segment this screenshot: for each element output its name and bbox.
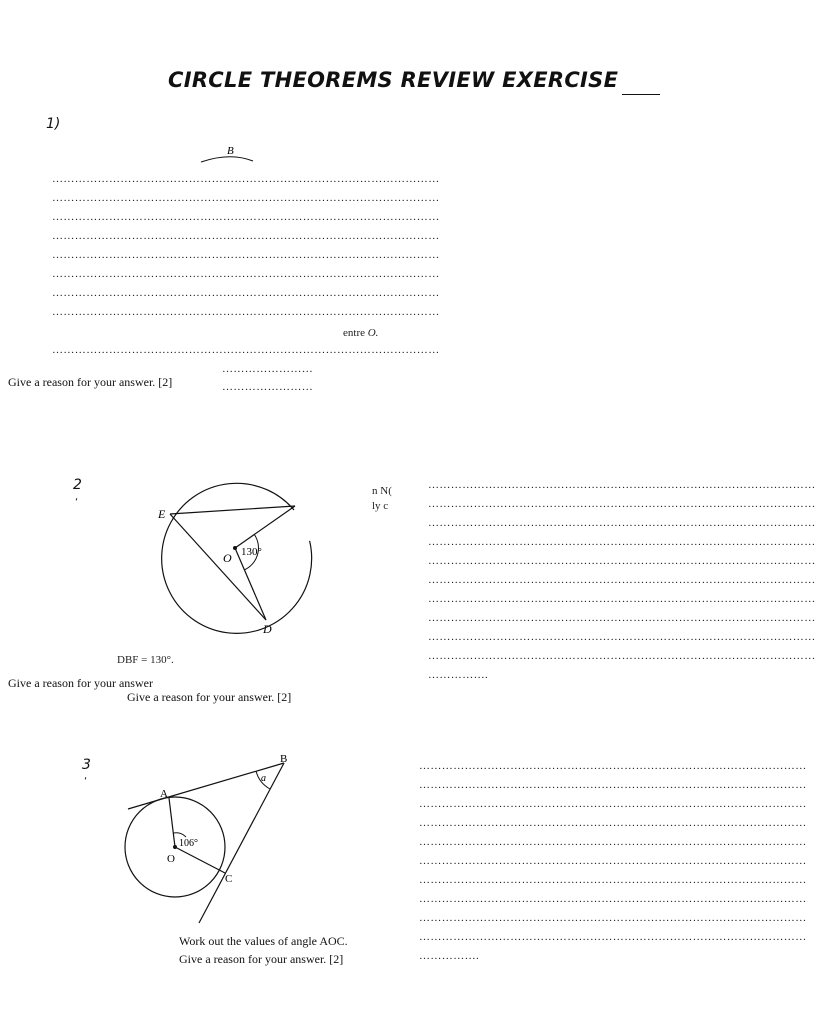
answer-line: …………………………………………………………………………………………	[419, 874, 807, 886]
question-3-tick: ‘	[84, 776, 88, 787]
answer-line: …………………………………………………………………………………………	[428, 650, 816, 662]
answer-line: …………………………………………………………………………………………	[419, 893, 807, 905]
label-d: D	[263, 622, 272, 636]
angle-arc-o	[174, 833, 187, 837]
answer-line: …………………………………………………………………………………………	[52, 306, 440, 318]
question-1-number: 1)	[46, 116, 61, 132]
question-2-tick: ‘	[75, 497, 79, 508]
cut-text-fragment: n N(	[372, 485, 392, 497]
question-1-diagram-fragment	[195, 140, 265, 170]
radius-o-c	[175, 847, 225, 873]
answer-line: …………………………………………………………………………………………	[428, 555, 816, 567]
answer-line: …………………………………………………………………………………………	[419, 779, 807, 791]
answer-line: …………………………………………………………………………………………	[419, 760, 807, 772]
radius-to-top	[235, 506, 295, 548]
cut-text-fragment: DBF = 130°.	[117, 654, 174, 666]
answer-line: …………………………………………………………………………………………	[428, 593, 816, 605]
answer-line-tail: …………….	[419, 950, 480, 962]
answer-line: …………………………………………………………………………………………	[419, 912, 807, 924]
cut-text-fragment: ly c	[372, 500, 389, 512]
answer-line: …………………………………………………………………………………………	[52, 268, 440, 280]
answer-line: …………………………………………………………………………………………	[52, 173, 440, 185]
question-3-tangent-diagram	[120, 745, 310, 925]
question-2-reason: Give a reason for your answer. [2]	[127, 690, 292, 704]
tangent-line-a	[128, 763, 284, 809]
radius-o-a	[169, 798, 175, 847]
label-e: E	[158, 507, 166, 521]
label-alpha: a	[261, 773, 266, 784]
answer-line: …………………………………………………………………………………………	[52, 192, 440, 204]
question-2-reason-cut: Give a reason for your answer	[8, 676, 153, 690]
centre-point	[233, 546, 237, 550]
tangent-line-c	[199, 763, 284, 923]
question-3-number: 3	[82, 757, 91, 773]
answer-line: …………………………………………………………………………………………	[428, 612, 816, 624]
answer-line: …………………………………………………………………………………………	[52, 344, 440, 356]
answer-line: …………………………………………………………………………………………	[419, 931, 807, 943]
answer-line: …………………………………………………………………………………………	[428, 574, 816, 586]
cut-text-fragment: entre O.	[343, 327, 379, 339]
question-3-instruction: Work out the values of angle AOC.	[179, 934, 348, 948]
answer-line: …………………………………………………………………………………………	[52, 211, 440, 223]
answer-line: …………………………………………………………………………………………	[419, 798, 807, 810]
answer-line: …………………………………………………………………………………………	[419, 836, 807, 848]
label-o: O	[223, 551, 232, 565]
label-b: B	[280, 753, 288, 765]
title-underline	[622, 94, 660, 95]
label-a: A	[160, 788, 168, 800]
answer-line: …………………………………………………………………………………………	[428, 536, 816, 548]
answer-line: …………………………………………………………………………………………	[52, 230, 440, 242]
answer-line-tail: …………….	[428, 669, 489, 681]
diagram-label-b: B	[227, 145, 234, 157]
answer-line: …………………………………………………………………………………………	[428, 517, 816, 529]
angle-130: 130°	[241, 546, 262, 558]
question-1-reason: Give a reason for your answer. [2]	[8, 375, 173, 389]
chord-e-top	[170, 506, 295, 514]
answer-line: …………………………………………………………………………………………	[428, 479, 816, 491]
question-2-number: 2	[73, 477, 82, 493]
answer-line: …………………………………………………………………………………………	[52, 287, 440, 299]
answer-line: …………………………………………………………………………………………	[428, 631, 816, 643]
label-c: C	[225, 873, 233, 885]
angle-106: 106°	[179, 838, 198, 849]
radius-to-d	[235, 548, 266, 620]
centre-point	[173, 845, 177, 849]
answer-line: …………………………………………………………………………………………	[419, 855, 807, 867]
answer-line: …………………………………………………………………………………………	[419, 817, 807, 829]
question-3-reason: Give a reason for your answer. [2]	[179, 952, 344, 966]
answer-line: …………………………………………………………………………………………	[428, 498, 816, 510]
answer-line: …………………………………………………………………………………………	[52, 249, 440, 261]
page-title: CIRCLE THEOREMS REVIEW EXERCISE	[168, 68, 619, 92]
label-o: O	[167, 853, 175, 865]
answer-line-short: ……………………	[222, 381, 314, 393]
answer-line-short: ……………………	[222, 363, 314, 375]
chord-e-d	[170, 514, 266, 620]
question-2-circle-diagram	[145, 462, 325, 642]
